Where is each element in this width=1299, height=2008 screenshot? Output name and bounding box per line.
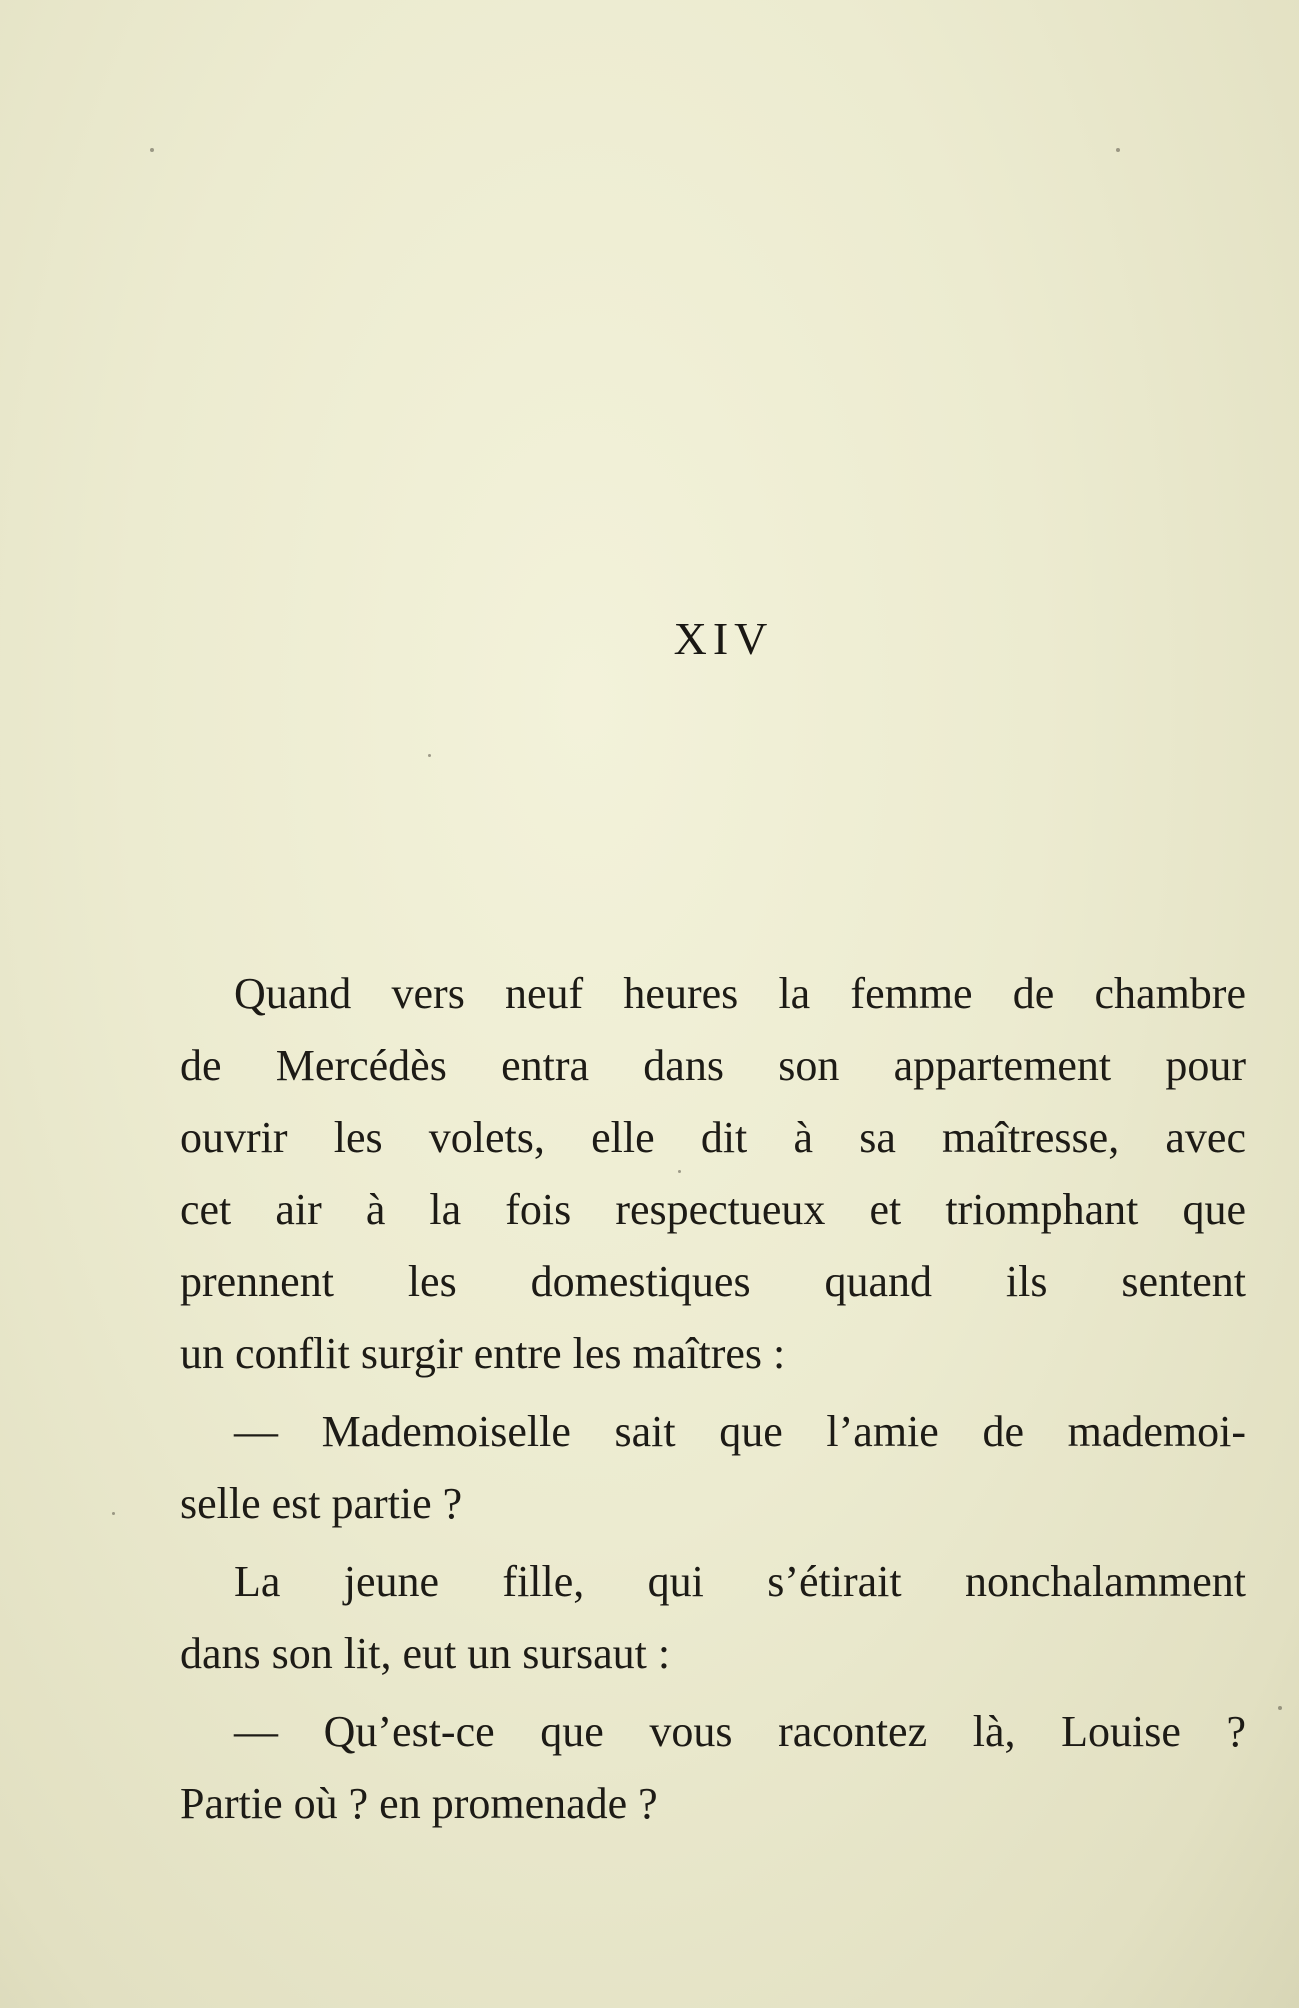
paper-speck: [428, 754, 431, 757]
text-line: — Qu’est-ce que vous racontez là, Louise ?: [234, 1707, 1246, 1756]
text-line: dans son lit, eut un sursaut :: [180, 1629, 671, 1678]
text-line: La jeune fille, qui s’étirait nonchalamment: [234, 1557, 1246, 1606]
paper-speck: [112, 1512, 115, 1515]
paragraph-4: [180, 1696, 1246, 1840]
text-line: prennent les domestiques quand ils sentent: [180, 1257, 1246, 1306]
text-line: cet air à la fois respectueux et triomphant que: [180, 1185, 1246, 1234]
text-line: Partie où ? en promenade ?: [180, 1779, 658, 1828]
text-line: ouvrir les volets, elle dit à sa maîtresse, avec: [180, 1113, 1246, 1162]
paper-speck: [1278, 1706, 1282, 1710]
text-line: Quand vers neuf heures la femme de chambre: [234, 969, 1246, 1018]
text-line: un conflit surgir entre les maîtres :: [180, 1329, 786, 1378]
paper-speck: [678, 1170, 681, 1173]
paragraph-2: [180, 1396, 1246, 1540]
paper-speck: [1116, 148, 1120, 152]
paper-speck: [150, 148, 154, 152]
text-line: selle est partie ?: [180, 1479, 463, 1528]
chapter-heading: XIV: [673, 613, 774, 664]
text-line: de Mercédès entra dans son appartement pour: [180, 1041, 1246, 1090]
body-text: [180, 958, 1246, 1846]
paragraph-1: [180, 958, 1246, 1390]
text-line: — Mademoiselle sait que l’amie de mademoi-: [234, 1407, 1246, 1456]
paragraph-3: [180, 1546, 1246, 1690]
